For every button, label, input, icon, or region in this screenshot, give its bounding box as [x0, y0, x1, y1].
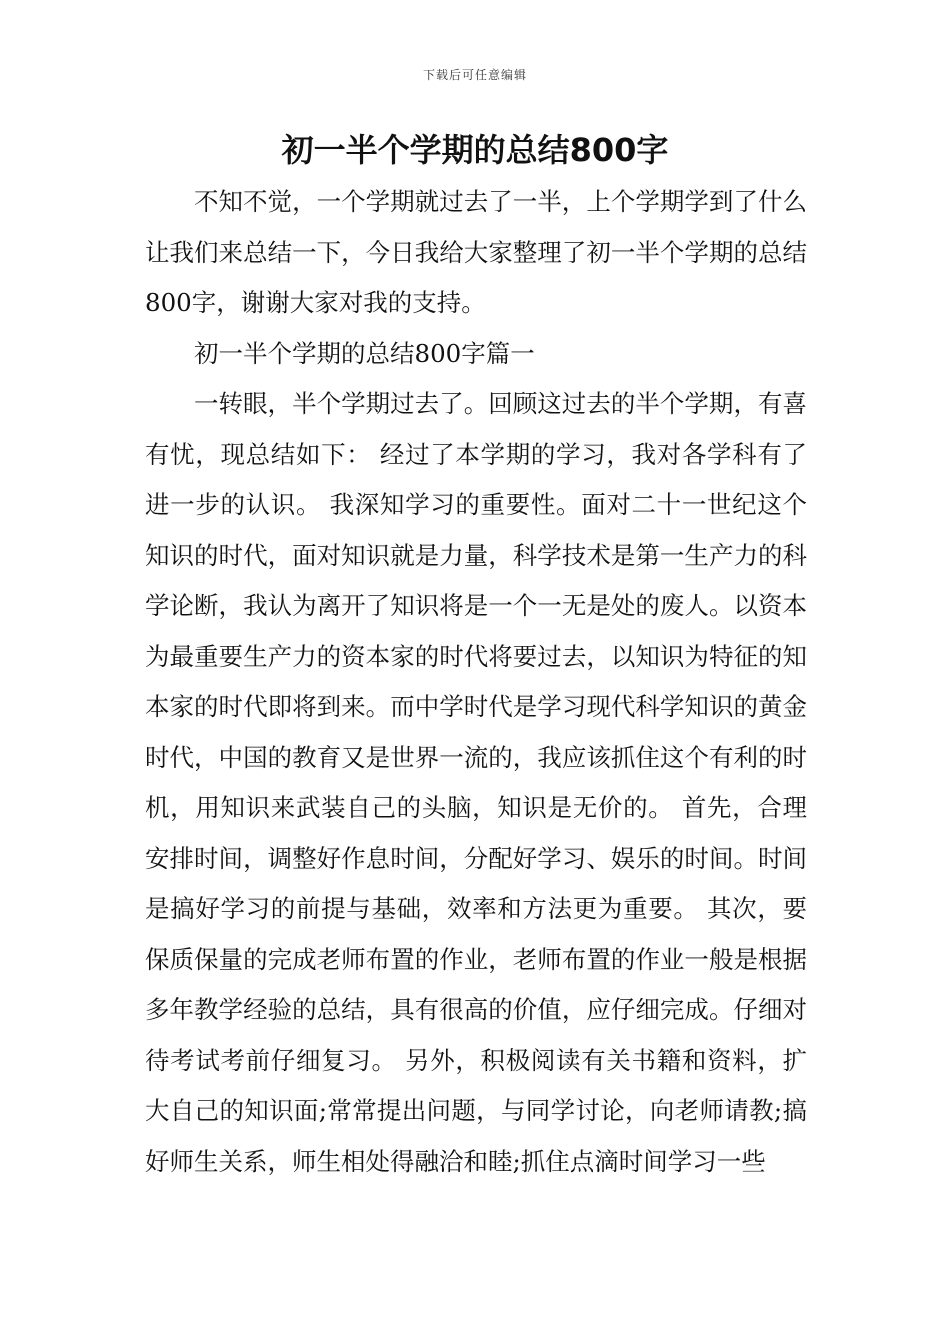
- document-body: [145, 177, 807, 1187]
- section-heading: 初一半个学期的总结800字篇一: [194, 338, 535, 368]
- header-note: 下载后可任意编辑: [422, 68, 527, 82]
- intro-paragraph: 不知不觉，一个学期就过去了一半，上个学期学到了什么让我们来总结一下，今日我给大家整理了初一半个学期的总结800字，谢谢大家对我的支持。: [145, 187, 807, 317]
- document-title: 初一半个学期的总结800字: [281, 131, 669, 169]
- body-paragraph: 一转眼，半个学期过去了。回顾这过去的半个学期，有喜有忧，现总结如下： 经过了本学期的学习，我对各学科有了进一步的认识。 我深知学习的重要性。面对二十一世纪这个知识的时代，面对知识就是力量，科学技术是第一生产力的科学论断，我认为离开了知识将是一个一无是处的废人。以资本为最重要生产力的资本家的时代将要过去，以知识为特征的知本家的时代即将到来。而中学时代是学习现代科学知识的黄金时代，中国的教育又是世界一流的，我应该抓住这个有利的时机，用知识来武装自己的头脑，知识是无价的。 首先，合理安排时间，调整好作息时间，分配好学习、娱乐的时间。时间是搞好学习的前提与基础，效率和方法更为重要。 其次，要保质保量的完成老师布置的作业，老师布置的作业一般是根据多年教学经验的总结，具有很高的价值，应仔细完成。仔细对待考试考前仔细复习。 另外，积极阅读有关书籍和资料，扩大自己的知识面;常常提出问题，与同学讨论，向老师请教;搞好师生关系，师生相处得融洽和睦;抓住点滴时间学习一些: [145, 389, 807, 1176]
